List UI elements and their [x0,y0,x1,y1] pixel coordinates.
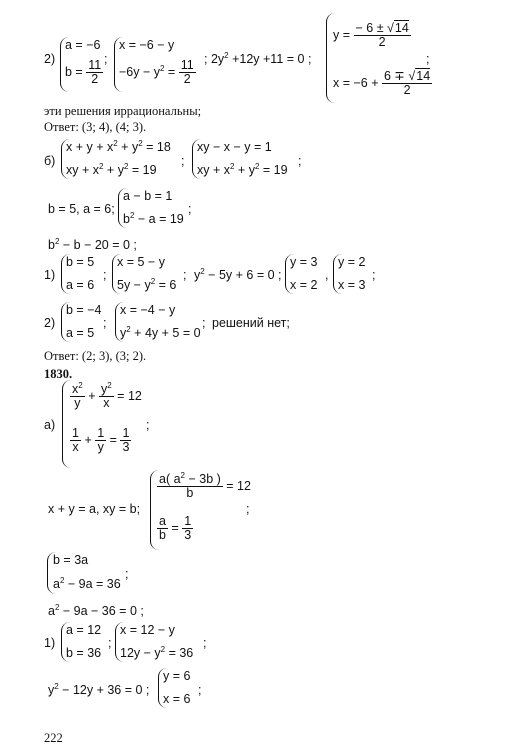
equation: y = 3 [290,255,318,269]
separator: ; [426,52,430,66]
equation: $a^2 - 9a = 36$ [53,575,121,591]
separator: ; [183,268,187,282]
equation: b = 5, a = 6; [48,202,115,216]
answer: Ответ: (3; 4), (4; 3). [44,120,147,134]
equation: a = 6 [66,278,95,292]
separator: ; [246,502,250,516]
equation: a − b = 1 [123,189,173,203]
equation: x = −4 − y [120,303,176,317]
equation: y = 6 [163,669,191,683]
equation: b = 3a [53,553,89,567]
text-line: решений нет; [212,316,290,330]
equation: $\frac{1}{x}$ + $\frac{1}{y}$ = $\frac{1}{3}$ [72,426,130,455]
separator: , [325,268,329,282]
equation: x = 5 − y [117,255,165,269]
equation: $\frac{a}{b}$ = $\frac{1}{3}$ [159,514,192,543]
separator: ; [125,567,129,581]
equation: $y^2 + 4y + 5 = 0$ [120,324,201,340]
equation: $b^2 - b - 20 = 0$ ; [48,236,137,252]
equation: xy + $x^2 + y^2 = 19$ [66,161,157,177]
separator: ; [298,154,302,168]
equation: $\frac{a( a^2 - 3b )}{b}$ = 12 [159,470,251,501]
equation: x + y = a, xy = b; [48,502,141,516]
equation: b = 5 [66,255,95,269]
answer: Ответ: (2; 3), (3; 2). [44,349,147,363]
separator: ; [203,636,207,650]
equation: $5y - y^2 = 6$ [117,276,177,292]
equation: xy − x − y = 1 [197,140,272,154]
equation: $b^2 - a = 19$ [123,210,184,226]
equation: x = −6 − y [119,38,175,52]
equation: a = 12 [66,623,102,637]
separator: ; [146,418,150,432]
separator: ; [202,316,206,330]
page-number: 222 [44,731,63,745]
equation: $y^2 - 12y + 36 = 0$ ; [48,681,150,697]
equation: ; $2y^2 +12y +11 = 0$ ; [204,50,312,66]
separator: ; [104,52,108,66]
separator: ; [108,636,112,650]
separator: ; [103,316,107,330]
equation: b = $\frac{11}{2}$ [65,58,102,87]
equation: b = 36 [66,646,102,660]
equation: a = 5 [66,326,95,340]
equation: x = 3 [338,278,366,292]
equation: $x + y + x^2 + y^2 = 18$ [66,138,171,154]
item-number: 1) [44,268,56,282]
equation: $\frac{x^2}{y}$ + $\frac{y^2}{x}$ = 12 [72,380,142,411]
equation: x = −6 + $\frac{6 \mp √14}{2}$ [333,69,431,98]
separator: ; [181,154,185,168]
equation: xy + $x^2 + y^2 = 19$ [197,161,288,177]
equation: $-6y - y^2$ = $\frac{11}{2}$ [119,58,194,87]
equation: $12y - y^2 = 36$ [120,644,194,660]
equation: b = −4 [66,303,102,317]
equation: x = 12 − y [120,623,175,637]
equation: x = 6 [163,692,191,706]
item-number: 1) [44,636,56,650]
item-number: 2) [44,52,56,66]
item-number: 2) [44,316,56,330]
separator: ; [103,268,107,282]
item-number: б) [44,154,56,168]
text-line: эти решения иррациональны; [44,104,202,118]
item-number: а) [44,418,56,432]
separator: ; [372,268,376,282]
equation: $y^2 - 5y + 6 = 0$ ; [194,266,282,282]
equation: y = 2 [338,255,366,269]
equation: y = $\frac{- 6 \pm √14}{2}$ [333,21,409,50]
problem-number: 1830. [44,367,73,381]
separator: ; [198,683,202,697]
equation: a = −6 [65,38,101,52]
equation: x = 2 [290,278,318,292]
separator: ; [188,202,192,216]
equation: $a^2 - 9a - 36 = 0$ ; [48,602,144,618]
